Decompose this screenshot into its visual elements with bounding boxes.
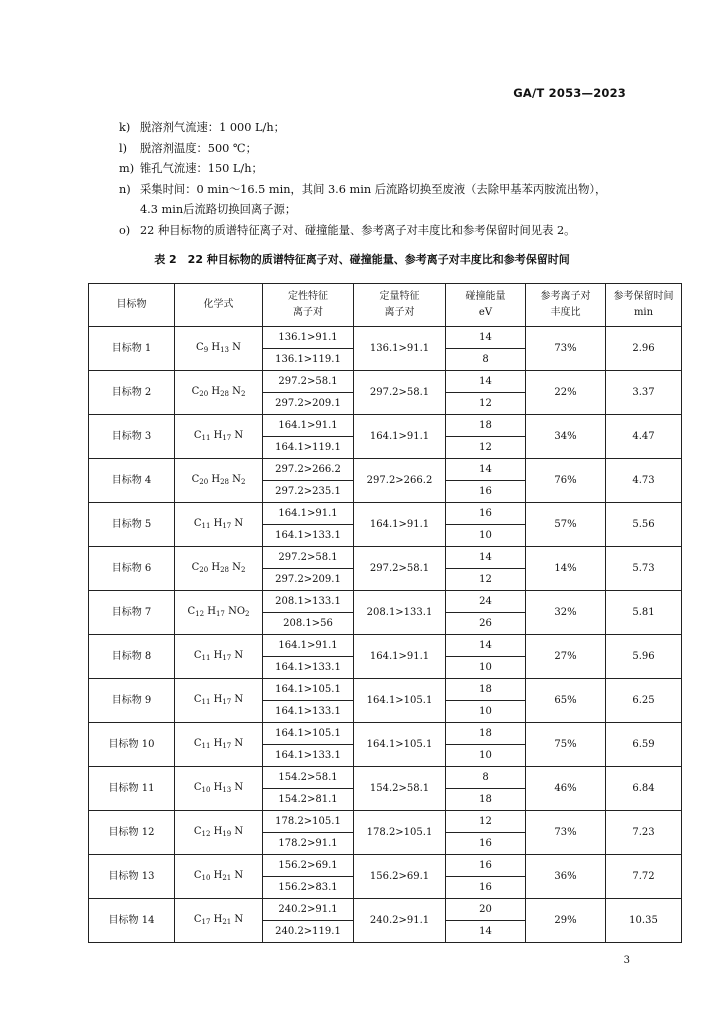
qualitative-pair-cell: 178.2>91.1 <box>263 833 354 855</box>
table-caption: 表 2 22 种目标物的质谱特征离子对、碰撞能量、参考离子对丰度比和参考保留时间 <box>154 253 570 266</box>
formula-cell <box>175 503 263 547</box>
formula-symbol: H <box>210 517 223 529</box>
retention-time-cell: 5.56 <box>606 503 682 547</box>
table-row <box>89 855 682 877</box>
target-name-cell: 目标物 9 <box>89 679 175 723</box>
formula-subscript: 17 <box>201 917 211 926</box>
formula-subscript: 17 <box>222 653 232 662</box>
target-name-cell: 目标物 5 <box>89 503 175 547</box>
qualitative-pair-cell: 240.2>119.1 <box>263 921 354 943</box>
collision-energy-cell: 14 <box>446 635 526 657</box>
chemical-formula <box>187 606 249 617</box>
header-abundance-ratio: 参考离子对 丰度比 <box>526 284 606 327</box>
formula-subscript: 17 <box>222 433 232 442</box>
chemical-formula <box>194 518 243 529</box>
formula-symbol: N <box>231 825 244 837</box>
abundance-ratio-cell: 34% <box>526 415 606 459</box>
target-name-cell: 目标物 11 <box>89 767 175 811</box>
collision-energy-cell: 14 <box>446 547 526 569</box>
formula-subscript: 21 <box>222 917 232 926</box>
collision-energy-cell: 24 <box>446 591 526 613</box>
formula-symbol: N <box>231 517 244 529</box>
collision-energy-cell: 10 <box>446 745 526 767</box>
list-item-text: 脱溶剂温度：500 ℃； <box>140 141 257 155</box>
page-number: 3 <box>623 955 630 966</box>
formula-symbol: H <box>208 473 221 485</box>
list-item <box>119 118 659 139</box>
abundance-ratio-cell: 57% <box>526 503 606 547</box>
list-item-label: o) <box>119 223 131 237</box>
table-header-row <box>89 284 682 327</box>
collision-energy-cell: 18 <box>446 415 526 437</box>
abundance-ratio-cell: 73% <box>526 811 606 855</box>
formula-subscript: 11 <box>201 433 211 442</box>
formula-subscript: 9 <box>203 345 209 354</box>
retention-time-cell: 2.96 <box>606 327 682 371</box>
retention-time-cell: 4.73 <box>606 459 682 503</box>
target-name-cell: 目标物 7 <box>89 591 175 635</box>
formula-symbol: H <box>210 693 223 705</box>
formula-symbol: N <box>231 737 244 749</box>
list-item-text: 脱溶剂气流速：1 000 L/h； <box>140 121 285 134</box>
qualitative-pair-cell: 297.2>58.1 <box>263 371 354 393</box>
quantitative-pair-cell: 164.1>105.1 <box>354 679 446 723</box>
formula-symbol: N <box>229 385 241 397</box>
quantitative-pair-cell: 297.2>266.2 <box>354 459 446 503</box>
chemical-formula <box>196 342 241 353</box>
formula-symbol: N <box>229 561 241 573</box>
list-item <box>119 139 659 160</box>
formula-subscript: 2 <box>240 565 246 574</box>
quantitative-pair-cell: 208.1>133.1 <box>354 591 446 635</box>
list-item-text: 锥孔气流速：150 L/h； <box>140 162 263 176</box>
target-name-cell: 目标物 1 <box>89 327 175 371</box>
retention-time-cell: 4.47 <box>606 415 682 459</box>
formula-cell <box>175 547 263 591</box>
formula-subscript: 11 <box>201 697 211 706</box>
formula-symbol: N <box>229 341 241 353</box>
table-row <box>89 547 682 569</box>
target-name-cell: 目标物 6 <box>89 547 175 591</box>
qualitative-pair-cell: 208.1>56 <box>263 613 354 635</box>
formula-symbol: N <box>231 869 244 881</box>
retention-time-cell: 7.23 <box>606 811 682 855</box>
formula-cell <box>175 811 263 855</box>
collision-energy-cell: 16 <box>446 503 526 525</box>
qualitative-pair-cell: 240.2>91.1 <box>263 899 354 921</box>
quantitative-pair-cell: 297.2>58.1 <box>354 547 446 591</box>
formula-subscript: 12 <box>201 829 211 838</box>
formula-cell <box>175 635 263 679</box>
formula-subscript: 20 <box>199 565 209 574</box>
retention-time-cell: 5.73 <box>606 547 682 591</box>
formula-subscript: 28 <box>220 389 229 398</box>
quantitative-pair-cell: 164.1>91.1 <box>354 635 446 679</box>
chemical-formula <box>194 694 243 705</box>
collision-energy-cell: 10 <box>446 701 526 723</box>
qualitative-pair-cell: 178.2>105.1 <box>263 811 354 833</box>
formula-subscript: 21 <box>222 873 232 882</box>
formula-subscript: 19 <box>222 829 232 838</box>
table-row <box>89 459 682 481</box>
formula-symbol: H <box>208 385 221 397</box>
qualitative-pair-cell: 164.1>133.1 <box>263 657 354 679</box>
qualitative-pair-cell: 297.2>235.1 <box>263 481 354 503</box>
list-item-label: m) <box>119 162 135 176</box>
retention-time-cell: 7.72 <box>606 855 682 899</box>
formula-symbol: C <box>191 473 200 485</box>
formula-symbol: N <box>231 693 244 705</box>
qualitative-pair-cell: 164.1>105.1 <box>263 679 354 701</box>
collision-energy-cell: 16 <box>446 481 526 503</box>
formula-subscript: 20 <box>199 477 209 486</box>
formula-symbol: C <box>193 693 202 705</box>
collision-energy-cell: 12 <box>446 569 526 591</box>
retention-time-cell: 10.35 <box>606 899 682 943</box>
parameter-list <box>119 118 659 242</box>
quantitative-pair-cell: 164.1>91.1 <box>354 415 446 459</box>
list-item-label: n) <box>119 182 131 196</box>
formula-subscript: 12 <box>195 609 205 618</box>
table-row <box>89 767 682 789</box>
chemical-formula <box>192 562 246 573</box>
header-collision-energy: 碰撞能量 eV <box>446 284 526 327</box>
chemical-formula <box>194 826 243 837</box>
formula-cell <box>175 591 263 635</box>
retention-time-cell: 5.96 <box>606 635 682 679</box>
chemical-formula <box>194 430 243 441</box>
abundance-ratio-cell: 29% <box>526 899 606 943</box>
formula-subscript: 17 <box>222 697 232 706</box>
formula-cell <box>175 855 263 899</box>
list-item-text: 采集时间：0 min～16.5 min，其间 3.6 min 后流路切换至废液（去除甲基苯丙胺流出物）， <box>140 182 607 196</box>
retention-time-cell: 3.37 <box>606 371 682 415</box>
qualitative-pair-cell: 164.1>133.1 <box>263 745 354 767</box>
formula-subscript: 11 <box>201 521 211 530</box>
retention-time-cell: 6.25 <box>606 679 682 723</box>
table-row <box>89 327 682 349</box>
formula-symbol: C <box>196 341 204 353</box>
abundance-ratio-cell: 14% <box>526 547 606 591</box>
standard-number: GA/T 2053—2023 <box>513 86 626 100</box>
collision-energy-cell: 16 <box>446 833 526 855</box>
retention-time-cell: 6.84 <box>606 767 682 811</box>
table-row <box>89 415 682 437</box>
qualitative-pair-cell: 297.2>58.1 <box>263 547 354 569</box>
collision-energy-cell: 8 <box>446 349 526 371</box>
formula-symbol: NO <box>224 605 246 617</box>
qualitative-pair-cell: 156.2>83.1 <box>263 877 354 899</box>
formula-symbol: H <box>210 781 223 793</box>
formula-symbol: N <box>231 913 244 925</box>
formula-symbol: C <box>193 825 202 837</box>
formula-symbol: C <box>191 561 200 573</box>
table-row <box>89 635 682 657</box>
chemical-formula <box>194 782 243 793</box>
abundance-ratio-cell: 36% <box>526 855 606 899</box>
formula-symbol: C <box>193 649 202 661</box>
target-name-cell: 目标物 12 <box>89 811 175 855</box>
collision-energy-cell: 8 <box>446 767 526 789</box>
formula-cell <box>175 459 263 503</box>
chemical-formula <box>194 914 243 925</box>
target-name-cell: 目标物 4 <box>89 459 175 503</box>
table-row <box>89 371 682 393</box>
formula-subscript: 17 <box>215 609 225 618</box>
qualitative-pair-cell: 156.2>69.1 <box>263 855 354 877</box>
formula-subscript: 17 <box>222 521 232 530</box>
collision-energy-cell: 14 <box>446 371 526 393</box>
collision-energy-cell: 12 <box>446 811 526 833</box>
formula-symbol: H <box>204 605 216 617</box>
formula-subscript: 2 <box>245 609 250 618</box>
formula-symbol: C <box>193 781 202 793</box>
table-row <box>89 503 682 525</box>
list-item <box>119 159 659 180</box>
formula-subscript: 13 <box>222 785 232 794</box>
formula-cell <box>175 327 263 371</box>
table-row <box>89 591 682 613</box>
formula-subscript: 2 <box>240 389 246 398</box>
list-item <box>119 180 659 201</box>
formula-symbol: H <box>210 913 223 925</box>
formula-cell <box>175 371 263 415</box>
formula-subscript: 20 <box>199 389 209 398</box>
formula-subscript: 2 <box>240 477 246 486</box>
chemical-formula <box>192 474 246 485</box>
list-item-text: 4.3 min后流路切换回离子源； <box>140 203 297 217</box>
formula-symbol: H <box>210 429 223 441</box>
table-row <box>89 811 682 833</box>
formula-symbol: N <box>229 473 241 485</box>
formula-symbol: H <box>210 825 223 837</box>
formula-subscript: 28 <box>220 477 229 486</box>
abundance-ratio-cell: 46% <box>526 767 606 811</box>
formula-cell <box>175 415 263 459</box>
formula-symbol: N <box>231 429 244 441</box>
formula-symbol: C <box>193 737 202 749</box>
collision-energy-cell: 18 <box>446 723 526 745</box>
list-item-label: k) <box>119 121 131 134</box>
header-qualitative-pair: 定性特征 离子对 <box>263 284 354 327</box>
quantitative-pair-cell: 136.1>91.1 <box>354 327 446 371</box>
formula-subscript: 10 <box>201 785 211 794</box>
qualitative-pair-cell: 136.1>91.1 <box>263 327 354 349</box>
quantitative-pair-cell: 154.2>58.1 <box>354 767 446 811</box>
collision-energy-cell: 18 <box>446 679 526 701</box>
chemical-formula <box>192 386 246 397</box>
qualitative-pair-cell: 154.2>58.1 <box>263 767 354 789</box>
collision-energy-cell: 12 <box>446 393 526 415</box>
header-quantitative-pair: 定量特征 离子对 <box>354 284 446 327</box>
list-item-label: l) <box>119 141 128 155</box>
formula-symbol: C <box>193 869 202 881</box>
collision-energy-cell: 16 <box>446 877 526 899</box>
retention-time-cell: 6.59 <box>606 723 682 767</box>
qualitative-pair-cell: 297.2>209.1 <box>263 393 354 415</box>
abundance-ratio-cell: 65% <box>526 679 606 723</box>
abundance-ratio-cell: 22% <box>526 371 606 415</box>
qualitative-pair-cell: 164.1>119.1 <box>263 437 354 459</box>
formula-symbol: C <box>193 517 202 529</box>
table-row <box>89 679 682 701</box>
retention-time-cell: 5.81 <box>606 591 682 635</box>
formula-subscript: 10 <box>201 873 211 882</box>
header-target: 目标物 <box>89 284 175 327</box>
qualitative-pair-cell: 164.1>133.1 <box>263 701 354 723</box>
target-name-cell: 目标物 2 <box>89 371 175 415</box>
formula-subscript: 11 <box>201 741 211 750</box>
qualitative-pair-cell: 164.1>105.1 <box>263 723 354 745</box>
formula-symbol: N <box>231 781 244 793</box>
formula-cell <box>175 899 263 943</box>
chemical-formula <box>194 738 243 749</box>
formula-subscript: 13 <box>220 345 229 354</box>
formula-symbol: C <box>193 429 202 441</box>
target-name-cell: 目标物 13 <box>89 855 175 899</box>
data-table <box>88 283 682 943</box>
chemical-formula <box>194 650 243 661</box>
formula-cell <box>175 767 263 811</box>
formula-symbol: C <box>187 605 196 617</box>
collision-energy-cell: 14 <box>446 921 526 943</box>
quantitative-pair-cell: 156.2>69.1 <box>354 855 446 899</box>
formula-cell <box>175 723 263 767</box>
abundance-ratio-cell: 75% <box>526 723 606 767</box>
quantitative-pair-cell: 240.2>91.1 <box>354 899 446 943</box>
target-name-cell: 目标物 14 <box>89 899 175 943</box>
quantitative-pair-cell: 164.1>91.1 <box>354 503 446 547</box>
qualitative-pair-cell: 208.1>133.1 <box>263 591 354 613</box>
list-item <box>119 221 659 242</box>
formula-subscript: 28 <box>220 565 229 574</box>
target-name-cell: 目标物 10 <box>89 723 175 767</box>
header-retention-time: 参考保留时间 min <box>606 284 682 327</box>
collision-energy-cell: 16 <box>446 855 526 877</box>
qualitative-pair-cell: 154.2>81.1 <box>263 789 354 811</box>
list-item-text: 22 种目标物的质谱特征离子对、碰撞能量、参考离子对丰度比和参考保留时间见表 2。 <box>140 223 576 237</box>
header-formula: 化学式 <box>175 284 263 327</box>
collision-energy-cell: 14 <box>446 459 526 481</box>
abundance-ratio-cell: 32% <box>526 591 606 635</box>
formula-symbol: H <box>208 561 221 573</box>
target-name-cell: 目标物 8 <box>89 635 175 679</box>
formula-subscript: 17 <box>222 741 232 750</box>
qualitative-pair-cell: 164.1>91.1 <box>263 503 354 525</box>
formula-symbol: C <box>191 385 200 397</box>
abundance-ratio-cell: 73% <box>526 327 606 371</box>
chemical-formula <box>194 870 243 881</box>
formula-symbol: N <box>231 649 244 661</box>
formula-symbol: H <box>210 737 223 749</box>
qualitative-pair-cell: 297.2>266.2 <box>263 459 354 481</box>
collision-energy-cell: 18 <box>446 789 526 811</box>
collision-energy-cell: 10 <box>446 525 526 547</box>
qualitative-pair-cell: 136.1>119.1 <box>263 349 354 371</box>
qualitative-pair-cell: 297.2>209.1 <box>263 569 354 591</box>
collision-energy-cell: 20 <box>446 899 526 921</box>
quantitative-pair-cell: 178.2>105.1 <box>354 811 446 855</box>
qualitative-pair-cell: 164.1>91.1 <box>263 415 354 437</box>
formula-symbol: H <box>208 341 221 353</box>
formula-subscript: 11 <box>201 653 211 662</box>
abundance-ratio-cell: 76% <box>526 459 606 503</box>
collision-energy-cell: 26 <box>446 613 526 635</box>
quantitative-pair-cell: 297.2>58.1 <box>354 371 446 415</box>
table-row <box>89 899 682 921</box>
formula-symbol: H <box>210 649 223 661</box>
list-item <box>119 200 659 221</box>
formula-symbol: H <box>210 869 223 881</box>
table-row <box>89 723 682 745</box>
qualitative-pair-cell: 164.1>133.1 <box>263 525 354 547</box>
collision-energy-cell: 14 <box>446 327 526 349</box>
quantitative-pair-cell: 164.1>105.1 <box>354 723 446 767</box>
target-name-cell: 目标物 3 <box>89 415 175 459</box>
qualitative-pair-cell: 164.1>91.1 <box>263 635 354 657</box>
formula-cell <box>175 679 263 723</box>
formula-symbol: C <box>193 913 202 925</box>
abundance-ratio-cell: 27% <box>526 635 606 679</box>
collision-energy-cell: 12 <box>446 437 526 459</box>
collision-energy-cell: 10 <box>446 657 526 679</box>
